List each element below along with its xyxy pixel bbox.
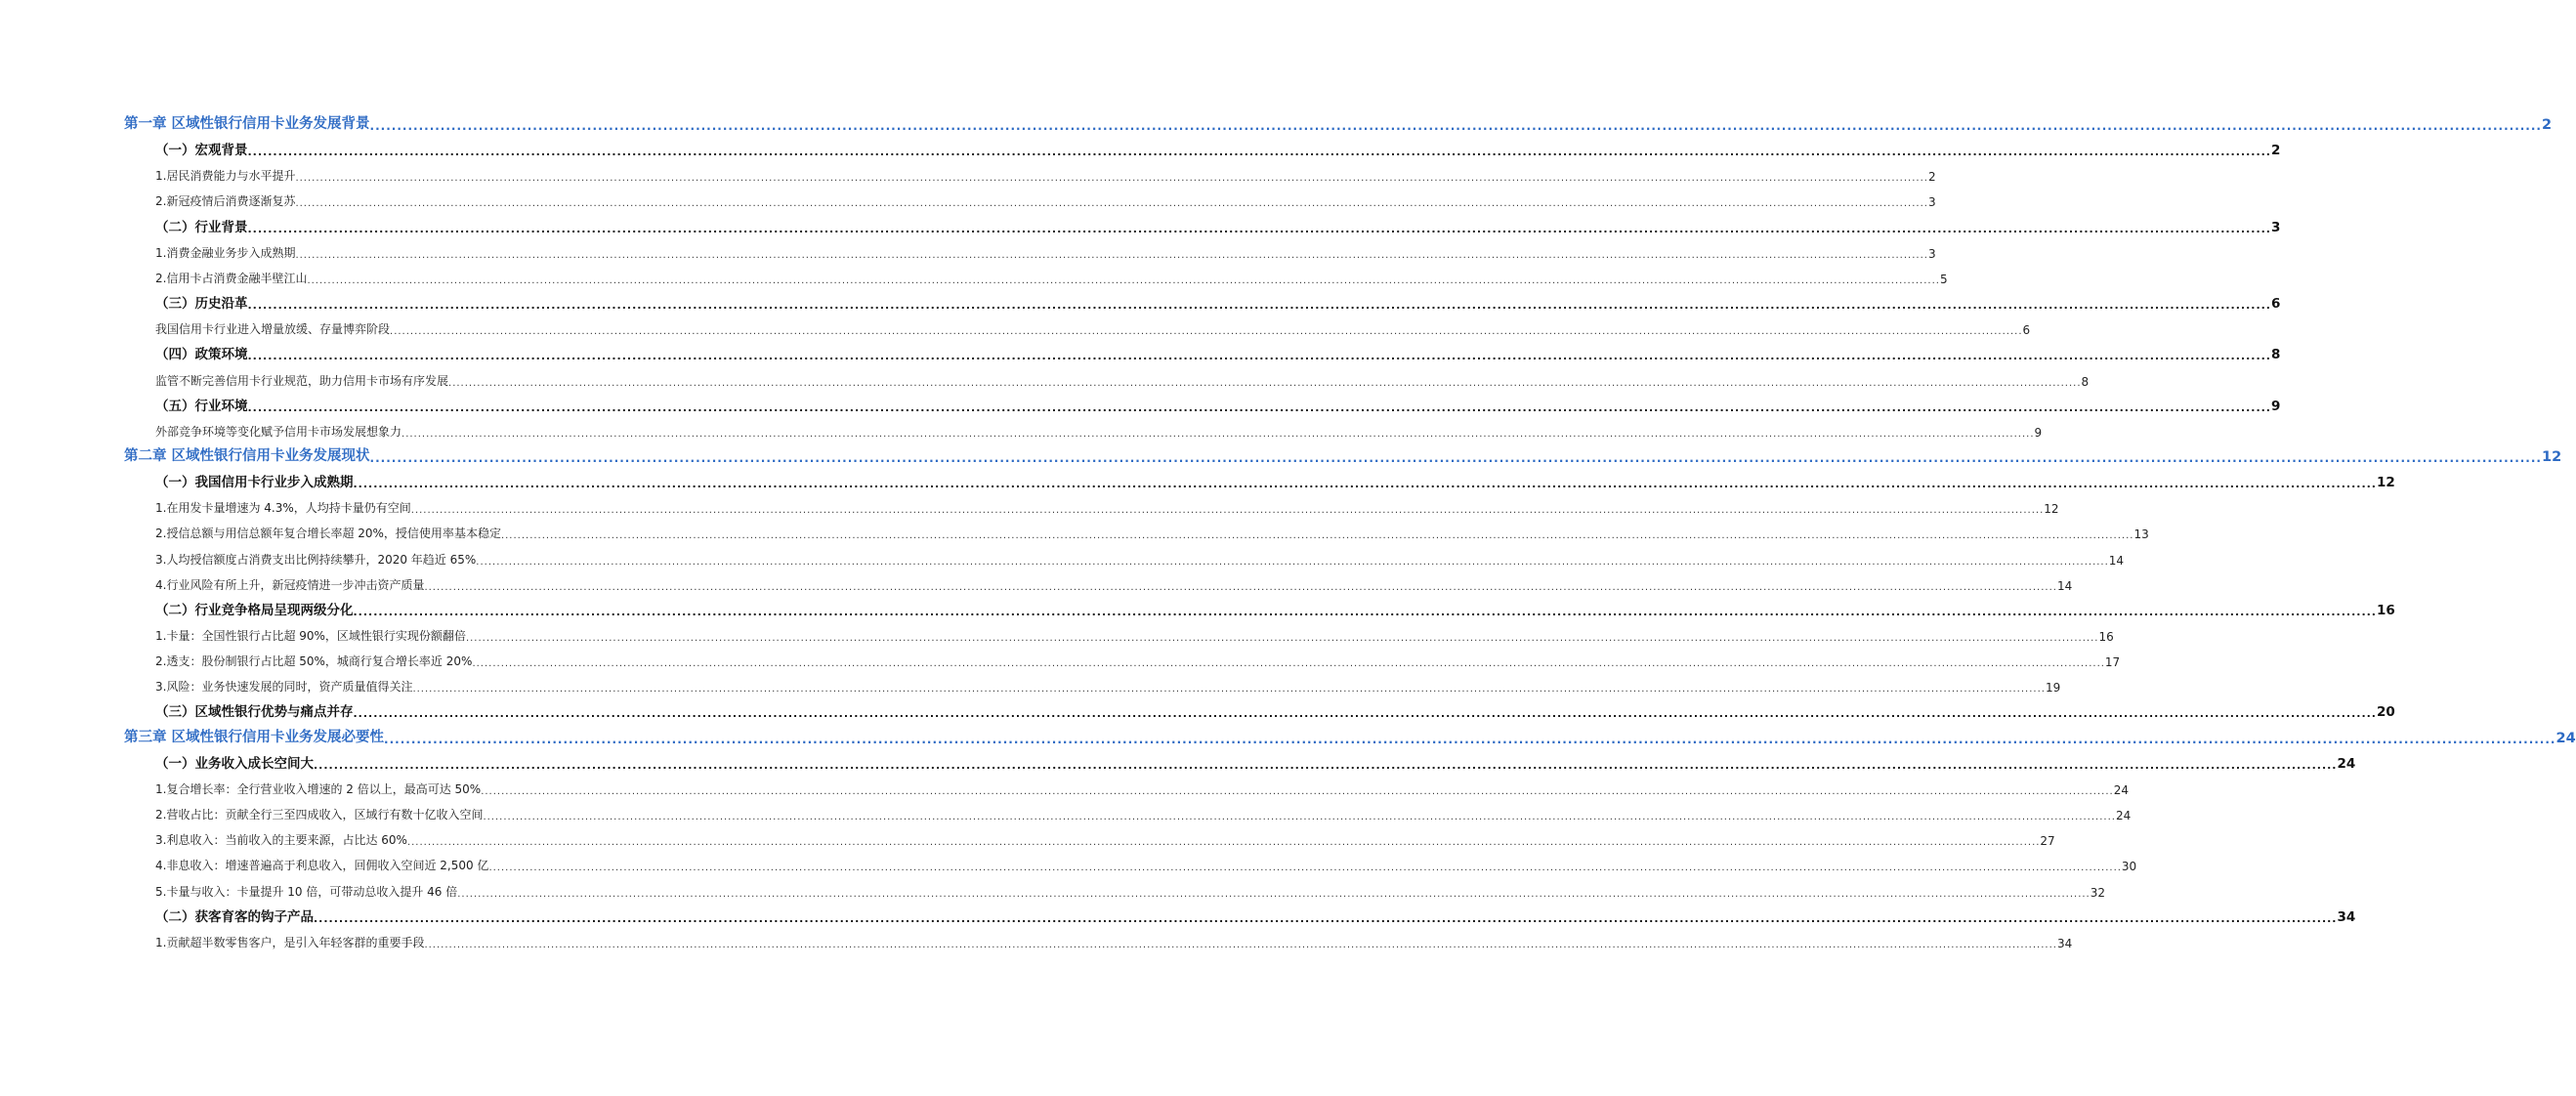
toc-subsection[interactable]: [155, 624, 2114, 644]
toc-leader-dots: ................................................................................................................................................................................................................................................................................................................................................................................................................: [488, 863, 2122, 874]
toc-entry-title: 1.复合增长率：全行营业收入增速的 2 倍以上，最高可达 50%: [155, 781, 482, 796]
toc-subsection[interactable]: [155, 164, 1936, 185]
toc-subsection[interactable]: [155, 267, 1948, 286]
toc-subsection[interactable]: [155, 931, 2073, 950]
toc-leader-dots: ................................................................................................................................................................................................................................................................................................................................................................................................................: [307, 274, 1940, 286]
toc-leader-dots: ................................................................................................................................................................................................................................................................................................................................................................................................................: [406, 837, 2041, 849]
toc-page-number: 14: [2108, 553, 2125, 568]
toc-subsection[interactable]: [155, 548, 2125, 568]
toc-page-number: 3: [1927, 246, 1936, 261]
toc-page-number: 34: [2337, 908, 2356, 925]
toc-leader-dots: ................................................................................................................................................................................................................................................................................................................................................................................................................: [390, 326, 2023, 338]
toc-page-number: 6: [2270, 296, 2281, 313]
toc-entry-title: （一）宏观背景: [155, 143, 248, 159]
toc-chapter[interactable]: [124, 727, 2576, 746]
toc-entry-title: 第二章 区域性银行信用卡业务发展现状: [124, 447, 370, 464]
toc-page-number: 14: [2056, 578, 2073, 593]
toc-entry-title: 4.行业风险有所上升，新冠疫情进一步冲击资产质量: [155, 577, 425, 592]
toc-entry-title: 第一章 区域性银行信用卡业务发展背景: [124, 116, 370, 132]
toc-entry-title: 第三章 区域性银行信用卡业务发展必要性: [124, 729, 385, 745]
toc-leader-dots: ................................................................................................................................................................................................................................................................................................................................................................................................................: [500, 530, 2134, 542]
toc-leader-dots: ................................................................................................................................................................................................................................................................................................................................................................................................................: [295, 198, 1928, 210]
toc-leader-dots: ................................................................................................................................................................................................................................................................................................................................................................................................................: [369, 119, 2542, 133]
toc-leader-dots: ................................................................................................................................................................................................................................................................................................................................................................................................................: [353, 478, 2377, 491]
toc-leader-dots: ................................................................................................................................................................................................................................................................................................................................................................................................................: [457, 888, 2090, 900]
toc-entry-title: 4.非息收入：增速普遍高于利息收入，回佣收入空间近 2,500 亿: [155, 859, 489, 873]
toc-leader-dots: ................................................................................................................................................................................................................................................................................................................................................................................................................: [401, 428, 2035, 440]
toc-entry-title: （一）我国信用卡行业步入成熟期: [155, 475, 354, 491]
toc-page-number: 12: [2044, 502, 2059, 517]
toc-subsection[interactable]: [155, 496, 2059, 517]
toc-subsection[interactable]: [155, 522, 2149, 542]
toc-section[interactable]: [155, 139, 2281, 159]
toc-subsection[interactable]: [155, 369, 2090, 389]
toc-leader-dots: ................................................................................................................................................................................................................................................................................................................................................................................................................: [483, 812, 2116, 823]
toc-entry-title: （四）政策环境: [155, 347, 248, 363]
toc-entry-title: 2.透支：股份制银行占比超 50%，城商行复合增长率近 20%: [155, 654, 473, 669]
toc-page-number: 16: [2098, 630, 2114, 644]
toc-entry-title: 2.授信总额与用信总额年复合增长率超 20%，授信使用率基本稳定: [155, 527, 501, 541]
toc-page-number: 3: [1927, 195, 1936, 210]
toc-page-number: 24: [2555, 730, 2576, 746]
toc-page-number: 5: [1939, 272, 1948, 286]
toc-leader-dots: ................................................................................................................................................................................................................................................................................................................................................................................................................: [369, 450, 2542, 465]
toc-entry-title: 外部竞争环境等变化赋予信用卡市场发展想象力: [155, 424, 402, 439]
toc-subsection[interactable]: [155, 573, 2073, 593]
toc-page-number: 19: [2045, 681, 2061, 696]
toc-entry-title: 5.卡量与收入：卡量提升 10 倍，可带动总收入提升 46 倍: [155, 884, 458, 899]
toc-page-number: 27: [2040, 834, 2055, 849]
toc-subsection[interactable]: [155, 778, 2129, 797]
toc-section[interactable]: [155, 216, 2281, 235]
toc-page-number: 2: [2541, 117, 2553, 133]
toc-page-number: 9: [2034, 425, 2043, 440]
toc-leader-dots: ................................................................................................................................................................................................................................................................................................................................................................................................................: [481, 785, 2114, 797]
toc-page-number: 17: [2104, 655, 2121, 670]
toc-entry-title: 3.风险：业务快速发展的同时，资产质量值得关注: [155, 680, 413, 695]
toc-leader-dots: ................................................................................................................................................................................................................................................................................................................................................................................................................: [295, 173, 1928, 185]
toc-subsection[interactable]: [155, 420, 2043, 440]
toc-leader-dots: ................................................................................................................................................................................................................................................................................................................................................................................................................: [448, 377, 2082, 389]
toc-entry-title: 3.利息收入：当前收入的主要来源，占比达 60%: [155, 833, 407, 848]
toc-leader-dots: ................................................................................................................................................................................................................................................................................................................................................................................................................: [247, 400, 2271, 414]
toc-subsection[interactable]: [155, 317, 2031, 338]
toc-subsection[interactable]: [155, 241, 1936, 261]
toc-page-number: 8: [2270, 347, 2281, 363]
toc-leader-dots: ................................................................................................................................................................................................................................................................................................................................................................................................................: [247, 350, 2271, 363]
toc-leader-dots: ................................................................................................................................................................................................................................................................................................................................................................................................................: [412, 684, 2046, 696]
toc-entry-title: （一）业务收入成长空间大: [155, 755, 314, 772]
toc-leader-dots: ................................................................................................................................................................................................................................................................................................................................................................................................................: [314, 758, 2338, 772]
toc-page-number: 2: [1927, 170, 1936, 185]
toc-page-number: 16: [2376, 602, 2395, 618]
toc-entry-title: 1.居民消费能力与水平提升: [155, 169, 296, 184]
toc-section[interactable]: [155, 752, 2356, 772]
toc-entry-title: 我国信用卡行业进入增量放缓、存量博弈阶段: [155, 322, 391, 337]
toc-entry-title: 监管不断完善信用卡行业规范，助力信用卡市场有序发展: [155, 373, 449, 388]
toc-section[interactable]: [155, 599, 2395, 618]
toc-leader-dots: ................................................................................................................................................................................................................................................................................................................................................................................................................: [424, 939, 2057, 950]
toc-page-number: 30: [2121, 860, 2137, 874]
toc-leader-dots: ................................................................................................................................................................................................................................................................................................................................................................................................................: [247, 146, 2271, 159]
toc-leader-dots: ................................................................................................................................................................................................................................................................................................................................................................................................................: [476, 556, 2109, 568]
toc-page-number: 8: [2081, 374, 2090, 389]
toc-leader-dots: ................................................................................................................................................................................................................................................................................................................................................................................................................: [247, 299, 2271, 313]
toc-page-number: 34: [2056, 936, 2073, 950]
toc-entry-title: （二）获客育客的钩子产品: [155, 908, 314, 925]
toc-leader-dots: ................................................................................................................................................................................................................................................................................................................................................................................................................: [353, 707, 2377, 721]
toc-leader-dots: ................................................................................................................................................................................................................................................................................................................................................................................................................: [314, 911, 2338, 925]
toc-section[interactable]: [155, 471, 2395, 491]
toc-page-number: 20: [2376, 704, 2395, 721]
toc-page-number: 32: [2090, 885, 2106, 900]
toc-page-number: 12: [2541, 448, 2562, 465]
toc-entry-title: 2.营收占比：贡献全行三至四成收入，区域行有数十亿收入空间: [155, 808, 484, 822]
toc-entry-title: （二）行业背景: [155, 219, 248, 235]
toc-section[interactable]: [155, 700, 2395, 721]
toc-page-number: 6: [2022, 323, 2031, 338]
toc-leader-dots: ................................................................................................................................................................................................................................................................................................................................................................................................................: [424, 581, 2057, 593]
toc-entry-title: 2.新冠疫情后消费逐渐复苏: [155, 194, 296, 209]
toc-entry-title: 1.卡量：全国性银行占比超 90%，区域性银行实现份额翻倍: [155, 629, 466, 643]
toc-section[interactable]: [155, 292, 2281, 313]
toc-subsection[interactable]: [155, 650, 2121, 670]
toc-chapter[interactable]: [124, 113, 2553, 133]
toc-section[interactable]: [155, 906, 2356, 925]
toc-entry-title: 1.贡献超半数零售客户，是引入年轻客群的重要手段: [155, 935, 425, 949]
toc-page-number: 24: [2337, 755, 2356, 772]
toc-page-number: 12: [2376, 475, 2395, 491]
toc-subsection[interactable]: [155, 854, 2137, 874]
toc-page-number: 13: [2133, 527, 2149, 542]
toc-entry-title: （二）行业竞争格局呈现两级分化: [155, 602, 354, 618]
toc-entry-title: 1.在用发卡量增速为 4.3%，人均持卡量仍有空间: [155, 501, 411, 516]
toc-entry-title: （五）行业环境: [155, 398, 248, 414]
toc-entry-title: （三）历史沿革: [155, 296, 248, 313]
toc-entry-title: 2.信用卡占消费金融半壁江山: [155, 271, 308, 285]
toc-leader-dots: ................................................................................................................................................................................................................................................................................................................................................................................................................: [384, 732, 2556, 746]
toc-page-number: 3: [2270, 219, 2281, 235]
toc-page-number: 24: [2113, 782, 2129, 797]
toc-entry-title: 1.消费金融业务步入成熟期: [155, 245, 296, 260]
toc-subsection[interactable]: [155, 828, 2055, 849]
toc-page-number: 2: [2270, 143, 2281, 159]
toc-page-number: 24: [2115, 809, 2132, 823]
toc-entry-title: （三）区域性银行优势与痛点并存: [155, 704, 354, 721]
toc-leader-dots: ................................................................................................................................................................................................................................................................................................................................................................................................................: [465, 633, 2099, 644]
toc-section[interactable]: [155, 395, 2281, 414]
toc-subsection[interactable]: [155, 675, 2061, 696]
toc-chapter[interactable]: [124, 445, 2562, 465]
toc-subsection[interactable]: [155, 190, 1936, 210]
toc-section[interactable]: [155, 343, 2281, 363]
toc-leader-dots: ................................................................................................................................................................................................................................................................................................................................................................................................................: [410, 505, 2045, 517]
toc-page-number: 9: [2270, 398, 2281, 414]
toc-subsection[interactable]: [155, 803, 2132, 823]
toc-leader-dots: ................................................................................................................................................................................................................................................................................................................................................................................................................: [472, 658, 2105, 670]
toc-subsection[interactable]: [155, 880, 2106, 900]
toc-leader-dots: ................................................................................................................................................................................................................................................................................................................................................................................................................: [353, 605, 2377, 618]
toc-leader-dots: ................................................................................................................................................................................................................................................................................................................................................................................................................: [295, 249, 1928, 261]
toc-leader-dots: ................................................................................................................................................................................................................................................................................................................................................................................................................: [247, 222, 2271, 235]
toc-entry-title: 3.人均授信额度占消费支出比例持续攀升，2020 年趋近 65%: [155, 552, 477, 567]
